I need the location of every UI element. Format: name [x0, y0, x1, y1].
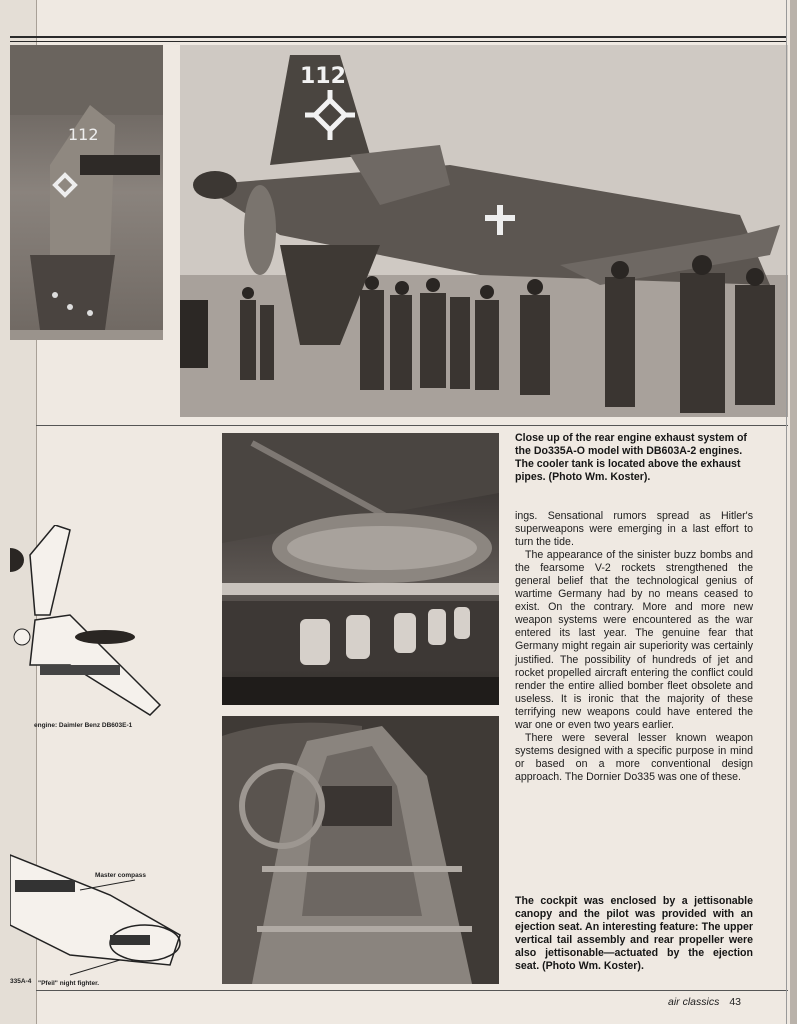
- tail-code-small: 112: [68, 125, 99, 144]
- publication-name: air classics: [668, 996, 720, 1008]
- top-rule-thin: [10, 41, 786, 42]
- master-compass-label: Master compass: [95, 872, 146, 879]
- partial-model-label: 335A-4: [10, 978, 32, 985]
- engine-label: engine: Daimler Benz DB603E-1: [34, 722, 133, 729]
- aircraft-photo-illustration: [180, 45, 788, 417]
- cockpit-illustration: [222, 716, 499, 984]
- tail-closeup-illustration: [10, 45, 163, 340]
- footer-rule: [36, 990, 788, 991]
- photo-tail-closeup: [10, 45, 163, 340]
- aircraft-line-drawing-top: [10, 525, 170, 725]
- aircraft-line-drawing-bottom: [10, 835, 190, 985]
- article-paragraph: There were several lesser known weapon systems designed with a specific purpose in mind or based on a more conventional design approach. The Dornier Do335 was one of these.: [515, 731, 753, 783]
- photo-do335-ground-crew: [180, 45, 788, 417]
- mid-rule: [36, 425, 788, 426]
- article-paragraph: ings. Sensational rumors spread as Hitler's superweapons were emerging in a last effort to turn the tide.: [515, 510, 753, 549]
- right-edge-rule: [786, 0, 787, 1024]
- page-footer: [668, 996, 741, 1008]
- photo-cockpit-tail-assembly: [222, 716, 499, 984]
- photo-rear-engine-exhaust: [222, 433, 499, 705]
- caption-exhaust-photo: Close up of the rear engine exhaust system of the Do335A-O model with DB603A-2 engines. The cooler tank is located above the exhaust pipes. (Photo Wm. Koster).: [515, 432, 747, 483]
- exhaust-illustration: [222, 433, 499, 705]
- article-paragraph: The appearance of the sinister buzz bombs and the fearsome V-2 rockets strengthened the general belief that the technological genius of wartime Germany had by no means ceased to exist. On the contrary. More and more new weapon systems were encountered as the war entered its last year. The genuine fear that Germany might regain air superiority was certainly justified. The possibility of hundreds of jet and rocket propelled aircraft entering the conflict could render the entire allied bomber fleet obsolete and useless. It is ironic that the majority of these terrifying new weapons could have entered the war one or even two years earlier.: [515, 549, 753, 731]
- tail-code: 112: [300, 64, 346, 89]
- article-body: [515, 510, 753, 784]
- caption-cockpit-photo: The cockpit was enclosed by a jettisonable canopy and the pilot was provided with an ejection seat. An interesting feature: The upper vertical tail assembly and rear propeller were also jettisonable—actuated by the ejection seat. (Photo Wm. Koster).: [515, 895, 753, 973]
- night-fighter-label: "Pfeil" night fighter.: [38, 980, 100, 987]
- top-rule: [10, 36, 786, 38]
- page-number: 43: [729, 996, 742, 1008]
